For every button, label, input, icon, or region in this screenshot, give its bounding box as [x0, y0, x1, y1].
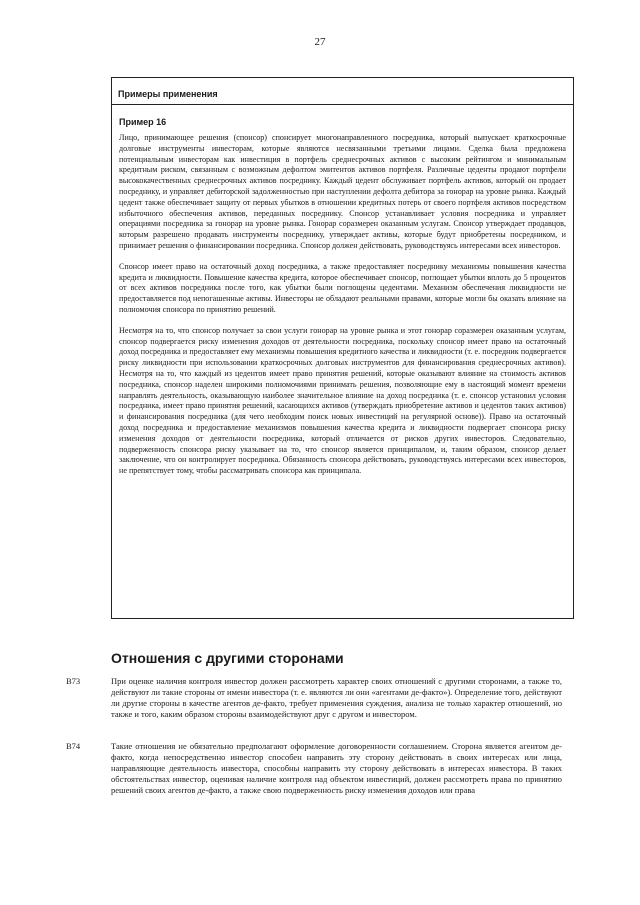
paragraph-text: При оценке наличия контроля инвестор должен рассмотреть характер своих отношений с другими сторонами, а также то, действуют ли такие стороны от имени инвестора (т. е. являются ли они «агентами де-факто»). Определение того, действуют ли другие стороны в качестве агентов де-факто, требует применения суждения, анализа не только характер отношений, но также и того, каким образом стороны взаимодействуют друг с другом и инвестором.	[111, 676, 562, 719]
box-header: Примеры применения	[112, 78, 573, 105]
paragraph-number: B74	[66, 741, 81, 751]
example-paragraph: Спонсор имеет право на остаточный доход посредника, а также предоставляет посреднику механизмы повышения качества кредита и ликвидности. Повышение качества кредита, которое обеспечивает спонсор, поглощает убытки вплоть до 5 процентов от всех активов посредника после того, как убытки были поглощены цедентами. Механизм обеспечения ликвидности не предоставляется под непогашенные активы. Инвесторы не обладают реальными правами, которые могли бы оказать влияние на полномочия спонсора по принятию решений.	[119, 261, 566, 314]
example-paragraph: Лицо, принимающее решения (спонсор) спонсирует многонаправленного посредника, который выпускает краткосрочные долговые инструменты инвесторам, которые являются несвязанными третьими лицами. Сделка была предложена потенциальным инвесторам как инвестиция в портфель среднесрочных активов с высоким рейтингом и минимальным кредитным риском, связанным с возможным дефолтом эмитентов активов портфеля. Различные цеденты продают портфели высококачественных среднесрочных активов посреднику. Каждый цедент обслуживает портфель активов, который он продает посреднику, и управляет дебиторской задолженностью при наступлении дефолта дебитора за гонорар на уровне рынка. Каждый цедент также обеспечивает защиту от первых убытков в отношении кредитных потерь от своего портфеля активов посредством избыточного обеспечения активов, переданных посреднику. Спонсор устанавливает условия посредника и управляет операциями посредника за гонорар на уровне рынка. Гонорар соразмерен оказанным услугам. Спонсор утверждает продавцов, которым разрешено продавать инструменты посреднику, утверждает активы, которые будут приобретены посредником, и принимает решения о финансировании посредника. Спонсор должен действовать, руководствуясь интересами всех инвесторов.	[119, 133, 566, 250]
application-examples-box	[111, 77, 574, 619]
example-title: Пример 16	[119, 117, 167, 127]
paragraph-b73	[66, 676, 562, 720]
page-number: 27	[314, 36, 326, 48]
example-paragraph: Несмотря на то, что спонсор получает за свои услуги гонорар на уровне рынка и этот гонорар соразмерен оказанным услугам, спонсор подвергается риску изменения доходов от деятельности посредника, поскольку спонсор имеет право на остаточный доход посредника и предоставляет ему механизмы повышения кредитного качества и ликвидности (т. е. посредник подвергается риску ликвидности при использовании краткосрочных долговых инструментов для финансирования среднесрочных активов). Несмотря на то, что каждый из цедентов имеет право принятия решений, которые оказывают влияние на стоимость активов посредника, спонсор наделен широкими полномочиями принимать решения, позволяющие ему в настоящий момент времени направлять деятельность, оказывающую наиболее значительное влияние на доход посредника (т. е. спонсор установил условия посредника, имеет право принятия решений, касающихся активов (утверждать приобретение активов и цедентов таких активов) и финансирования посредника (для чего необходим поиск новых инвестиций на регулярной основе)). Право на остаточный доход посредника и предоставление механизмов повышения качества кредита и ликвидности подвергает спонсора риску изменения доходов от деятельности посредника, который отличается от рисков других инвесторов. Следовательно, подверженность спонсора риску указывает на то, что спонсор является принципалом, и, таким образом, спонсор делает заключение, что он контролирует посредника. Обязанность спонсора действовать, руководствуясь интересами всех инвесторов, не препятствует тому, чтобы рассматривать спонсора как принципала.	[119, 325, 566, 476]
paragraph-b74	[66, 741, 562, 796]
section-title: Отношения с другими сторонами	[111, 650, 344, 666]
paragraph-text: Такие отношения не обязательно предполагают оформление договоренности соглашением. Сторона является агентом де-факто, когда непосредственно инвестор способен направить эту сторону действовать в своих интересах или лица, направляющие деятельность инвестора, способны направить эту сторону действовать в интересах инвестора. В таких обстоятельствах инвестор, оценивая наличие контроля над объектом инвестиций, должен рассмотреть права по принятию решений своих агентов де-факто, а также свою подверженность риску изменения доходов или права	[111, 741, 562, 795]
paragraph-number: B73	[66, 676, 81, 686]
box-content	[112, 105, 573, 477]
